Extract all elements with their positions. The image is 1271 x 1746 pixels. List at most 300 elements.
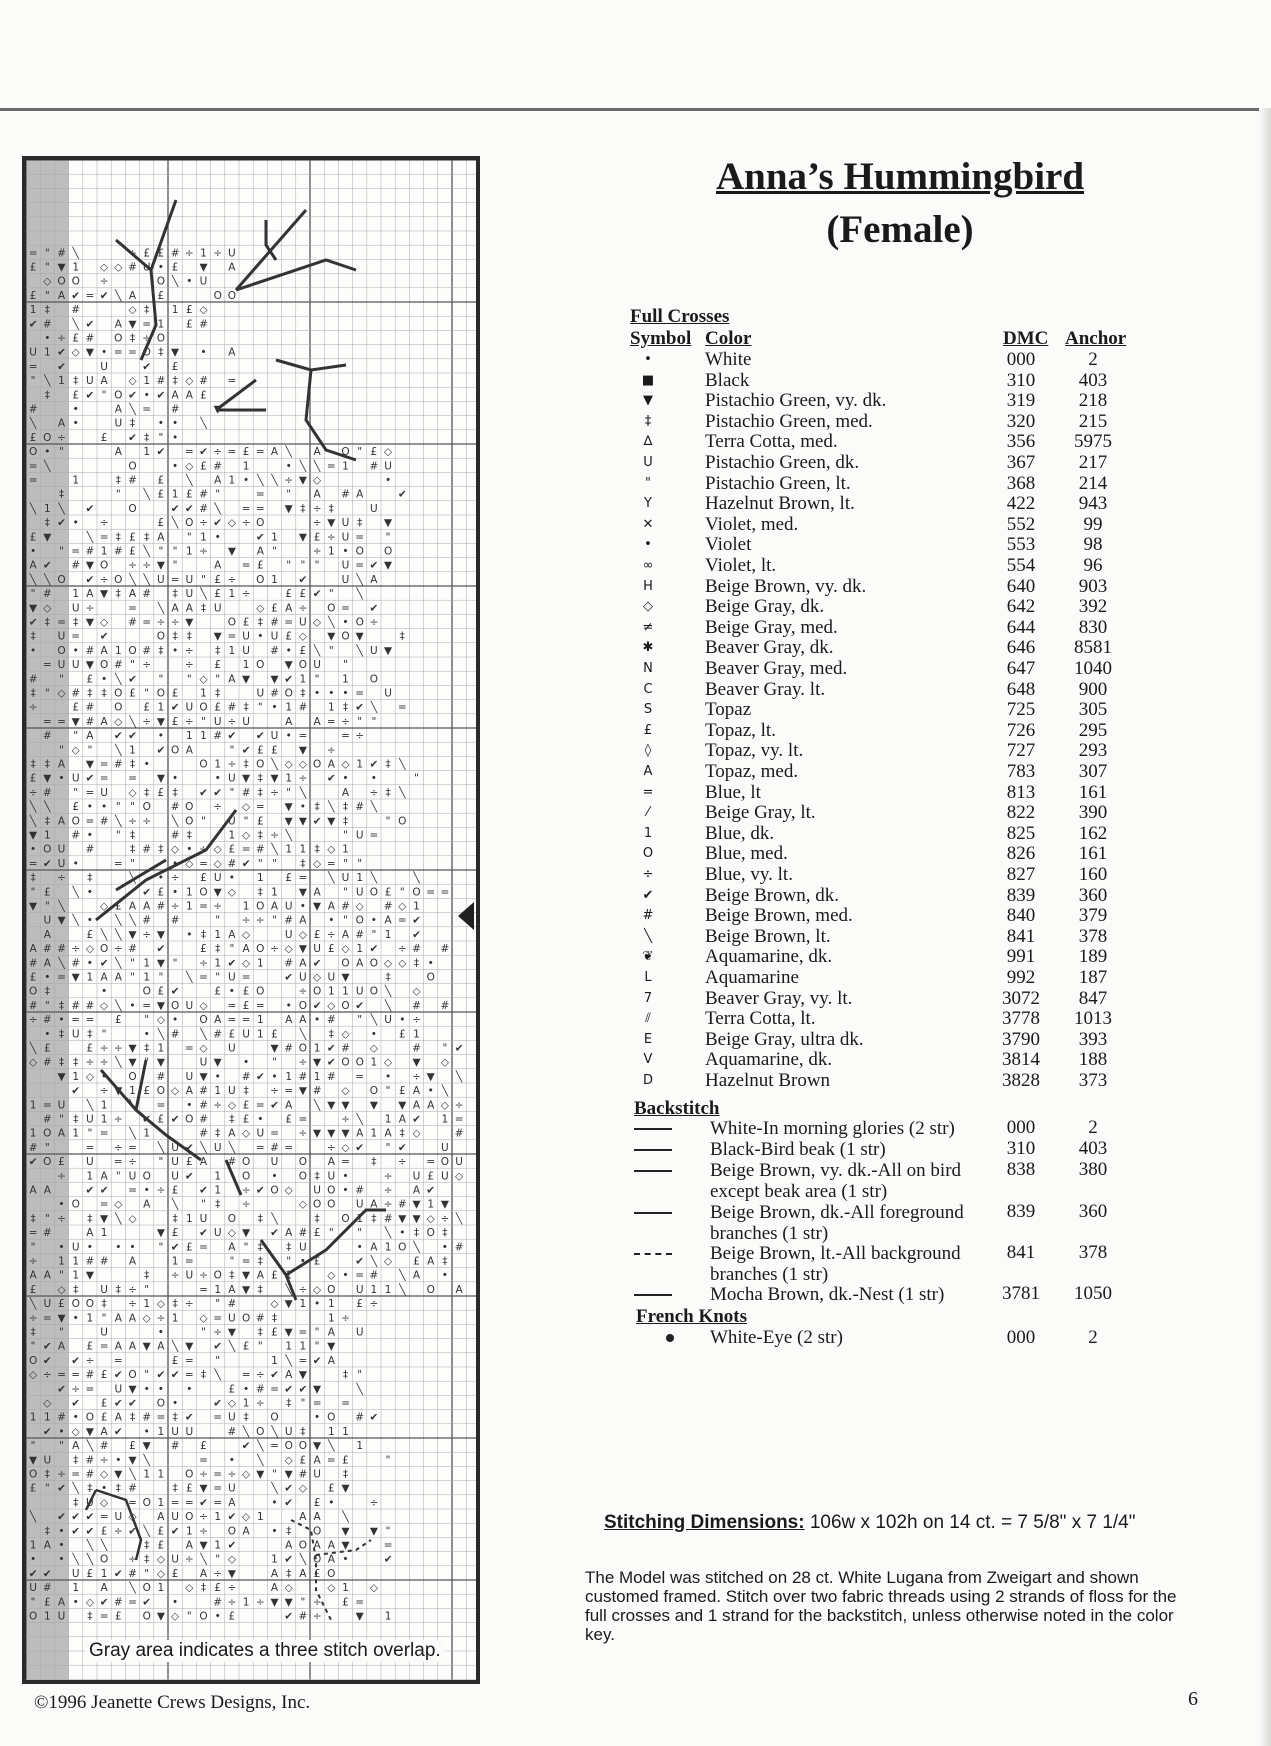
stitch-symbol: = [326,857,336,870]
stitch-symbol: A [171,389,179,402]
stitch-symbol: £ [157,289,165,302]
stitch-symbol: " [158,431,164,444]
stitch-symbol: " [328,588,334,601]
stitch-symbol: " [343,659,348,672]
stitch-symbol: ‡ [73,1056,79,1069]
stitch-symbol: ‡ [101,687,107,700]
stitch-symbol: ✔ [355,1255,365,1268]
stitch-symbol: ‡ [257,1241,263,1254]
stitch-symbol: A [43,957,51,970]
stitch-symbol: = [71,545,81,558]
full-cross-row [630,824,1150,844]
stitch-symbol: ÷ [99,517,109,530]
stitch-symbol: • [171,644,179,657]
stitch-symbol: ╲ [285,1354,292,1367]
stitch-symbol: O [426,971,435,984]
stitch-symbol: A [157,1340,165,1353]
stitch-symbol: £ [143,1085,151,1098]
stitch-symbol: ✔ [284,971,294,984]
stitch-symbol-icon: • [644,537,652,553]
stitch-symbol: ÷ [28,701,38,714]
knot-anchor: 2 [1088,1327,1098,1348]
stitch-symbol: A [43,928,51,941]
stitch-symbol: ‡ [144,1269,150,1282]
stitch-symbol: ╲ [342,1511,349,1524]
stitch-symbol: ✔ [142,1596,152,1609]
stitch-symbol: ÷ [298,1056,308,1069]
anchor-number: 98 [1083,534,1103,556]
stitch-symbol: £ [327,943,335,956]
full-cross-row [630,700,1150,720]
stitch-symbol: U [171,1156,179,1169]
stitch-symbol: £ [157,985,165,998]
stitch-symbol: A [327,900,335,913]
stitch-symbol: ◇ [213,857,222,870]
stitch-symbol: ╲ [228,1340,236,1353]
stitch-symbol: " [130,957,135,970]
stitch-symbol: = [326,1454,336,1467]
dimensions-value: 106w x 102h on 14 ct. = 7 5/8" x 7 1/4" [809,1512,1136,1533]
stitch-symbol: ‡ [271,1312,278,1325]
full-cross-row [630,886,1150,906]
stitch-symbol: ◇ [185,375,194,388]
stitch-symbol: ╲ [455,1070,463,1083]
stitch-symbol: A [384,914,392,927]
stitch-symbol-icon: U [643,455,653,470]
anchor-number: 943 [1078,493,1108,515]
stitch-symbol: # [128,943,137,956]
stitch-symbol: ◇ [256,602,265,615]
stitch-symbol: # [270,687,279,700]
stitch-symbol: A [256,1269,264,1282]
stitch-symbol: ÷ [42,1369,52,1382]
stitch-symbol: ÷ [241,517,251,530]
anchor-number: 390 [1078,802,1108,824]
stitch-symbol: ◇ [199,1042,208,1055]
stitch-symbol: £ [427,1170,435,1183]
stitch-symbol: ✔ [270,1227,279,1240]
stitch-symbol: £ [58,1298,65,1311]
stitch-symbol: 1 [427,1198,435,1211]
stitch-symbol: £ [114,900,122,913]
stitch-symbol: A [398,1113,406,1126]
stitch-symbol: ▼ [355,1610,364,1623]
stitch-symbol-icon: S [643,702,653,718]
stitch-symbol: ╲ [299,786,307,799]
stitch-symbol: U [341,517,350,530]
stitch-symbol: ◇ [227,1099,236,1112]
stitch-symbol: ✔ [241,744,251,757]
stitch-symbol: = [128,602,137,615]
stitch-symbol: • [399,1014,406,1027]
stitch-symbol: ╲ [186,474,193,487]
stitch-symbol: ✔ [326,1042,336,1055]
full-cross-row [630,412,1150,432]
full-cross-row [630,1050,1150,1070]
stitch-symbol: " [286,559,292,572]
stitch-symbol: £ [86,928,94,941]
full-cross-row [630,638,1150,658]
stitch-symbol: ‡ [257,1212,263,1225]
stitch-symbol: ▼ [57,1070,66,1083]
stitch-symbol: ÷ [128,247,137,260]
stitch-symbol: ◇ [284,1184,293,1197]
stitch-symbol: 1 [200,247,207,260]
stitch-symbol: A [128,1255,137,1268]
stitch-symbol: O [142,1582,151,1595]
stitch-symbol: O [412,886,421,899]
stitch-symbol: U [384,1014,392,1027]
stitch-symbol: ‡ [257,772,263,785]
stitch-symbol: ÷ [227,1468,237,1481]
stitch-symbol: = [284,616,294,629]
stitch-symbol: ‡ [129,332,136,345]
stitch-symbol: = [440,886,450,899]
stitch-symbol: 1 [143,1468,151,1481]
stitch-symbol: ÷ [241,1184,251,1197]
stitch-symbol: = [28,360,38,373]
stitch-symbol: ✔ [241,857,251,870]
dmc-number: 783 [1006,761,1036,782]
stitch-symbol: 1 [43,829,51,842]
stitch-symbol: O [256,659,265,672]
stitch-symbol: ╲ [44,460,51,473]
stitch-symbol: U [455,1156,463,1169]
stitch-symbol: " [286,488,292,501]
stitch-symbol: ‡ [215,943,221,956]
stitch-symbol: # [369,1269,379,1282]
stitch-symbol: ╲ [72,247,79,260]
stitch-symbol: 1 [384,928,392,941]
anchor-number: 295 [1078,719,1108,741]
color-name: Terra Cotta, lt. [705,1008,816,1030]
stitch-symbol: ✔ [227,957,237,970]
stitch-symbol: ╲ [29,1042,37,1055]
stitch-symbol: ÷ [326,928,336,941]
stitch-symbol: # [128,261,137,274]
stitch-symbol: # [199,502,208,515]
stitch-symbol: £ [242,985,250,998]
stitch-symbol: ▼ [242,772,251,785]
stitch-symbol: # [142,588,152,601]
color-name: White [705,349,752,370]
stitch-symbol: ▼ [327,1099,336,1112]
stitch-symbol: = [426,886,436,899]
stitch-symbol: " [101,1028,107,1041]
stitch-symbol: O [298,1156,308,1169]
stitch-symbol: ÷ [142,928,152,941]
stitch-symbol: ÷ [213,247,223,260]
stitch-symbol: ▼ [341,1127,350,1140]
stitch-symbol: O [71,1198,80,1211]
french-knots-heading: French Knots [636,1306,748,1327]
stitch-symbol: • [171,857,179,870]
stitch-symbol: ÷ [184,659,194,672]
stitch-symbol: = [241,1369,251,1382]
stitch-symbol: 1 [242,1596,250,1609]
stitch-symbol: ◇ [171,1610,180,1623]
stitch-symbol: # [298,1227,308,1240]
stitch-symbol: 1 [242,1397,250,1410]
stitch-symbol: • [313,1411,321,1424]
stitch-symbol: ▼ [298,1369,307,1382]
stitch-symbol: A [370,1198,378,1211]
stitch-symbol: • [271,1170,278,1183]
stitch-symbol: 1 [256,1511,264,1524]
stitch-symbol: = [42,1099,52,1112]
stitch-symbol: U [71,1241,80,1254]
stitch-symbol: ‡ [44,616,50,629]
stitch-symbol: • [242,1056,250,1069]
stitch-symbol: £ [185,318,193,331]
stitch-symbol: # [199,1127,208,1140]
stitch-symbol: " [30,588,36,601]
stitch-symbol: ✔ [85,389,95,402]
stitch-symbol: ‡ [257,1255,263,1268]
stitch-symbol: A [327,758,335,771]
stitch-symbol: • [72,417,79,430]
stitch-symbol: £ [271,1269,278,1282]
stitch-symbol: = [42,659,52,672]
stitch-symbol: 1 [214,1539,222,1552]
stitch-symbol: = [213,1468,223,1481]
stitch-symbol: # [270,616,279,629]
stitch-symbol: = [355,1070,365,1083]
stitch-symbol: ÷ [71,943,81,956]
stitch-symbol: • [72,517,79,530]
stitch-symbol: 1 [86,1312,94,1325]
stitch-symbol: ╲ [399,1269,406,1282]
stitch-symbol: ÷ [341,715,350,728]
stitch-symbol: O [128,1369,137,1382]
stitch-symbol: ◇ [85,1070,94,1083]
stitch-symbol: £ [100,1525,108,1538]
stitch-symbol: = [255,1141,265,1154]
stitch-symbol: " [357,1369,363,1382]
stitch-symbol: U [86,1496,94,1509]
stitch-symbol: O [341,999,350,1012]
stitch-symbol: ÷ [213,1326,223,1339]
stitch-symbol: ✔ [85,1525,95,1538]
stitch-symbol: ▼ [341,1539,350,1552]
stitch-symbol: ÷ [85,1056,95,1069]
stitch-symbol: £ [29,531,37,544]
stitch-symbol: = [128,1496,137,1509]
stitch-symbol: 1 [72,1070,80,1083]
stitch-symbol: £ [228,1383,236,1396]
stitch-symbol: " [414,772,419,785]
stitch-symbol: 1 [228,644,236,657]
stitch-symbol: ÷ [312,517,322,530]
stitch-symbol: ‡ [172,786,178,799]
stitch-symbol: " [130,857,135,870]
stitching-dimensions [604,1512,1136,1534]
stitch-symbol: " [385,1141,391,1154]
stitch-symbol: = [213,1411,223,1424]
stitch-symbol: O [241,1170,251,1183]
stitch-symbol: ▼ [242,1283,251,1296]
knot-dmc: 000 [1006,1327,1036,1348]
anchor-number: 218 [1078,390,1108,412]
stitch-symbol: £ [100,1397,108,1410]
dmc-number: 553 [1006,534,1036,556]
stitch-symbol: • [58,772,65,785]
stitch-symbol: 1 [143,375,151,388]
stitch-symbol-icon: ≠ [642,619,654,635]
stitch-symbol: = [99,1127,109,1140]
stitch-symbol: • [186,1099,193,1112]
stitch-symbol: " [343,857,348,870]
stitch-symbol: ✔ [170,701,180,714]
stitch-symbol: ‡ [229,1113,235,1126]
anchor-number: 187 [1078,967,1108,988]
stitch-symbol: ‡ [399,1127,405,1140]
stitch-symbol: " [73,786,79,799]
stitch-symbol: # [241,1070,251,1083]
stitch-symbol: ✔ [85,573,95,586]
stitch-symbol: ÷ [156,1312,166,1325]
stitch-symbol: = [156,1411,166,1424]
stitch-symbol: ✔ [412,1113,421,1126]
full-cross-row [630,577,1150,597]
stitch-symbol: ÷ [270,1085,279,1098]
stitch-symbol: # [85,332,95,345]
stitch-symbol: ✔ [397,488,407,501]
stitch-symbol: 1 [342,673,349,686]
stitch-symbol: ‡ [385,786,391,799]
stitch-symbol: ◇ [313,1283,322,1296]
stitch-symbol: £ [313,1227,321,1240]
stitch-symbol: ÷ [184,715,194,728]
stitch-symbol: ▼ [227,1326,236,1339]
stitch-symbol: U [384,687,392,700]
stitch-symbol: ╲ [58,957,65,970]
anchor-number: 305 [1078,699,1108,721]
color-name: Beige Gray, ultra dk. [705,1028,864,1050]
stitch-symbol: ‡ [129,758,136,771]
stitch-symbol: £ [86,673,94,686]
stitch-symbol: ▼ [85,346,94,359]
stitch-symbol: ◇ [398,900,407,913]
stitch-symbol: • [143,1383,150,1396]
stitch-symbol: £ [242,616,250,629]
stitch-symbol: 1 [285,1340,293,1353]
stitch-symbol: U [313,1184,321,1197]
stitch-symbol: £ [86,1042,94,1055]
stitch-symbol: " [314,559,320,572]
dmc-number: 825 [1006,822,1036,844]
stitch-symbol: A [341,786,350,799]
stitch-symbol: ◇ [313,857,322,870]
stitch-symbol: = [199,1241,208,1254]
stitch-symbol: ÷ [128,559,137,572]
color-name: Violet, med. [705,513,799,535]
stitch-symbol: " [30,1241,36,1254]
stitch-symbol: ‡ [413,1227,420,1240]
stitch-symbol: A [185,744,193,757]
stitch-symbol: A [412,1099,421,1112]
stitch-symbol: ◇ [327,1269,336,1282]
stitch-symbol: ✔ [42,1425,52,1438]
stitch-symbol: 1 [256,872,264,885]
stitch-symbol: O [156,630,166,643]
stitch-symbol: A [228,346,236,359]
color-name: Blue, lt [705,781,761,803]
stitch-symbol: £ [58,1156,65,1169]
stitch-symbol: ÷ [213,1099,223,1112]
stitch-symbol-icon: • [644,352,652,367]
stitch-symbol: ▼ [284,1298,293,1311]
stitch-symbol: # [85,1454,95,1467]
stitch-symbol: ◇ [114,715,123,728]
stitch-symbol: A [57,1127,66,1140]
full-cross-row [630,597,1150,617]
stitch-symbol: ▼ [213,1056,222,1069]
stitch-symbol: • [242,1383,250,1396]
stitch-symbol: U [100,1326,108,1339]
stitch-symbol: A [100,1425,108,1438]
stitch-symbol: ▼ [242,673,251,686]
stitch-symbol: ▼ [199,261,208,274]
stitch-symbol: A [185,389,193,402]
stitch-symbol: 1 [342,1582,349,1595]
stitch-symbol: U [86,1156,94,1169]
stitch-symbol: " [44,247,50,260]
stitch-symbol: " [87,1127,93,1140]
stitch-symbol: U [228,815,236,828]
stitch-symbol: ✔ [99,1184,109,1197]
stitch-symbol: = [213,1496,223,1509]
stitch-symbol: ╲ [115,744,122,757]
stitch-symbol: ◇ [327,1582,336,1595]
stitch-symbol: ÷ [312,502,322,515]
stitch-symbol: O [57,644,66,657]
stitch-symbol: O [256,758,265,771]
stitch-symbol: 1 [185,730,193,743]
stitch-symbol: 1 [228,588,236,601]
stitch-symbol: ✔ [85,318,95,331]
stitch-symbol: ╲ [356,644,363,657]
stitch-symbol: " [59,1113,64,1126]
stitch-symbol: " [44,1141,50,1154]
stitch-symbol: ◇ [270,1298,279,1311]
stitch-symbol: # [71,304,81,317]
stitch-symbol: ÷ [241,914,251,927]
stitch-symbol: " [385,531,391,544]
stitch-symbol: 1 [72,474,80,487]
stitch-symbol: ‡ [342,801,349,814]
stitch-symbol: " [73,730,79,743]
stitch-symbol: ◇ [327,843,336,856]
stitch-symbol: ╲ [399,786,406,799]
stitch-symbol: ✔ [142,360,152,373]
stitch-symbol: ▼ [242,1269,251,1282]
stitch-symbol: • [299,1255,307,1268]
backstitch-dmc: 000 [1006,1117,1036,1138]
color-name: Blue, dk. [705,822,775,844]
stitch-symbol: 1 [157,1042,165,1055]
stitch-symbol: O [227,616,237,629]
stitch-symbol: " [257,857,263,870]
stitch-symbol: ✔ [241,1440,251,1453]
stitch-symbol: # [128,1482,137,1495]
stitch-symbol: O [213,1269,222,1282]
stitch-symbol: # [199,1113,208,1126]
stitch-symbol: ╲ [413,1241,420,1254]
stitch-symbol: O [71,1298,80,1311]
stitch-symbol: ÷ [412,1070,421,1083]
stitch-symbol: ▼ [341,971,350,984]
